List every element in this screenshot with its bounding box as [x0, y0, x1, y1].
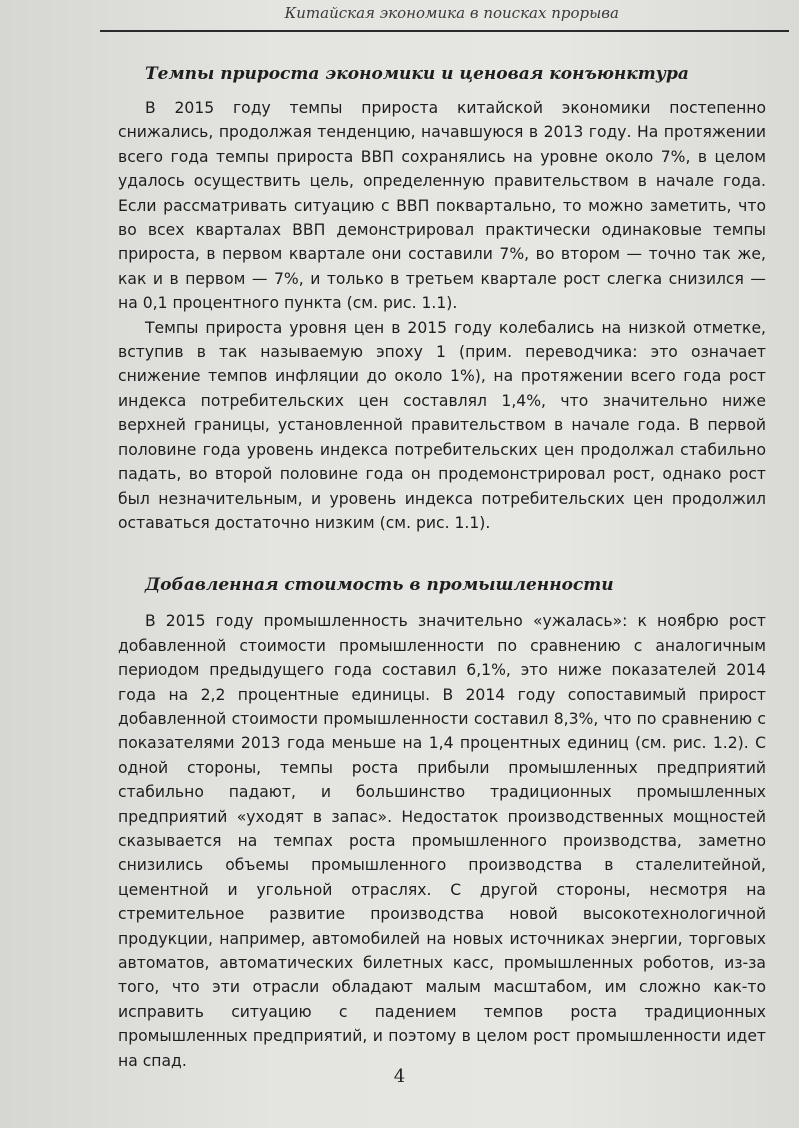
- header-rule: [100, 30, 789, 32]
- paragraph-prices: Темпы прироста уровня цен в 2015 году колебались на низкой отметке, вступив в так называемую эпоху 1 (прим. переводчика: это означает снижение темпов инфляции до около 1%), на протяжении всего года рост индекса потребительских цен составлял 1,4%, что значительно ниже верхней границы, установленной правительством в начале года. В первой половине года уровень индекса потребительских цен продолжал стабильно падать, во второй половине года он продемонстрировал рост, однако рост был незначительным, и уровень индекса потребительских цен продолжил оставаться достаточно низким (см. рис. 1.1).: [118, 318, 766, 532]
- paragraph-gdp: В 2015 году темпы прироста китайской экономики постепенно снижались, продолжая тенденцию, начавшуюся в 2013 году. На протяжении всего года темпы прироста ВВП сохранялись на уровне около 7%, в целом удалось осуществить цель, определенную правительством в начале года. Если рассматривать ситуацию с ВВП поквартально, то можно заметить, что во всех кварталах ВВП демонстрировал практически одинаковые темпы прироста, в первом квартале они составили 7%, во втором — точно так же, как и в первом — 7%, и только в третьем квартале рост слегка снизился — на 0,1 процентного пункта (см. рис. 1.1).: [118, 99, 766, 313]
- running-head: Китайская экономика в поисках прорыва: [284, 4, 619, 22]
- page-content: [118, 62, 766, 1073]
- page-number: 4: [393, 1066, 406, 1087]
- section-heading-growth: Темпы прироста экономики и ценовая конъюнктура: [145, 64, 689, 84]
- paragraph-industry: В 2015 году промышленность значительно «ужалась»: к ноябрю рост добавленной стоимости промышленности по сравнению с аналогичным периодом предыдущего года составил 6,1%, это ниже показателей 2014 года на 2,2 процентные единицы. В 2014 году сопоставимый прирост добавленной стоимости промышленности составил 8,3%, что по сравнению с показателями 2013 года меньше на 1,4 процентных единиц (см. рис. 1.2). С одной стороны, темпы роста прибыли промышленных предприятий стабильно падают, и большинство традиционных промышленных предприятий «уходят в запас». Недостаток производственных мощностей сказывается на темпах роста промышленного производства, заметно снизились объемы промышленного производства в сталелитейной, цементной и угольной отраслях. С другой стороны, несмотря на стремительное развитие производства новой высокотехнологичной продукции, например, автомобилей на новых источниках энергии, торговых автоматов, автоматических билетных касс, промышленных роботов, из-за того, что эти отрасли обладают малым масштабом, им сложно как-то исправить ситуацию с падением темпов роста традиционных промышленных предприятий, и поэтому в целом рост промышленности идет на спад.: [118, 612, 766, 1070]
- section-heading-industry: Добавленная стоимость в промышленности: [145, 575, 614, 596]
